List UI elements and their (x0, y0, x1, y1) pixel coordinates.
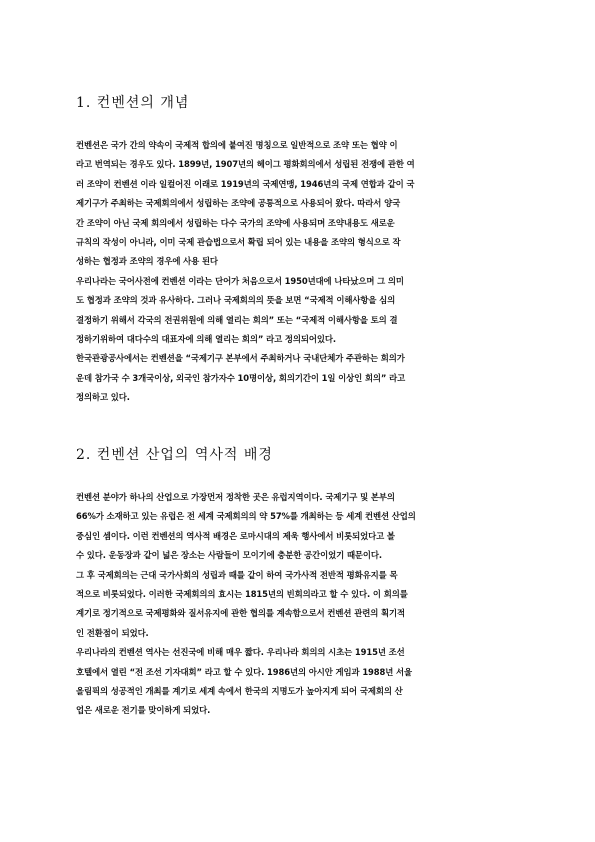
text-line: 호텔에서 열린 “전 조선 기자대회” 라고 할 수 있다. 1986년의 아시안 게임과 1988년 서울 (76, 666, 413, 677)
section-1-heading: 1. 컨벤션의 개념 (76, 95, 190, 111)
text-line: 올림픽의 성공적인 개최를 계기로 세계 속에서 한국의 지명도가 높아지게 되어 국제회의 산 (76, 685, 403, 696)
text-line: 정하기위하여 대다수의 대표자에 의해 열리는 회의” 라고 정의되어있다. (76, 333, 336, 344)
text-line: 업은 새로운 전기를 맞이하게 되었다. (76, 705, 211, 716)
text-line: 성하는 협정과 조약의 경우에 사용 된다 (76, 256, 218, 267)
text-line: 컨벤션 분야가 하나의 산업으로 가장먼저 정착한 곳은 유럽지역이다. 국제기구 및 본부의 (76, 492, 395, 502)
text-line: 그 후 국제회의는 근대 국가사회의 성립과 때를 같이 하여 국가사적 전반적 평화유지를 목 (76, 569, 398, 580)
text-line: 수 있다. 운동장과 같이 넓은 장소는 사람들이 모이기에 충분한 공간이었기 때문이다. (76, 550, 382, 561)
text-line: 제기구가 주최하는 국제회의에서 성립하는 조약에 공통적으로 사용되어 왔다. 따라서 양국 (76, 198, 401, 209)
section-1-body (76, 136, 528, 407)
text-line: 라고 번역되는 경우도 있다. 1899년, 1907년의 헤이그 평화회의에서 성립된 전쟁에 관한 여 (76, 159, 415, 170)
text-line: 간 조약이 아닌 국제 회의에서 성립하는 다수 국가의 조약에 사용되며 조약내용도 새로운 (76, 217, 395, 228)
text-line: 한국관광공사에서는 컨벤션을 “국제기구 본부에서 주최하거나 국내단체가 주관하는 회의가 (76, 353, 405, 364)
text-line: 컨벤션은 국가 간의 약속이 국제적 합의에 붙여진 명칭으로 일반적으로 조약 또는 협약 이 (76, 140, 398, 150)
text-line: 운데 참가국 수 3개국이상, 외국인 참가자수 10명이상, 회의기간이 1일 이상인 회의” 라고 (76, 372, 406, 383)
text-line: 러 조약이 컨벤션 이라 일컬어진 이래로 1919년의 국제연맹, 1946년의 국제 연합과 같이 국 (76, 178, 415, 189)
section-2-body (76, 488, 528, 721)
text-line: 우리나라의 컨벤션 역사는 선진국에 비해 매우 짧다. 우리나라 회의의 시초는 1915년 조선 (76, 647, 405, 658)
text-line: 중심인 셈이다. 이런 컨벤션의 역사적 배경은 로마시대의 제욱 행사에서 비롯되었다고 볼 (76, 530, 395, 541)
text-line: 계기로 정기적으로 국제평화와 질서유지에 관한 협의를 계속함으로서 컨벤션 관련의 획기적 (76, 608, 405, 619)
text-line: 인 전환점이 되었다. (76, 627, 149, 638)
text-line: 정의하고 있다. (76, 392, 130, 403)
text-line: 66%가 소재하고 있는 유럽은 전 세계 국제회의의 약 57%를 개최하는 등 세계 컨벤션 산업의 (76, 511, 416, 522)
section-2-heading: 2. 컨벤션 산업의 역사적 배경 (76, 447, 273, 463)
text-line: 규칙의 작성이 아니라, 이미 국제 관습법으로서 확립 되어 있는 내용을 조약의 형식으로 작 (76, 236, 401, 247)
text-line: 결정하기 위해서 각국의 전권위원에 의해 열리는 회의” 또는 “국제적 이해사항을 토의 결 (76, 314, 398, 325)
text-line: 도 협정과 조약의 것과 유사하다. 그러나 국제회의의 뜻을 보면 “국제적 이해사항을 심의 (76, 295, 396, 306)
text-line: 적으로 비롯되었다. 이러한 국제회의의 효시는 1815년의 빈회의라고 할 수 있다. 이 회의를 (76, 588, 408, 599)
text-line: 우리나라는 국어사전에 컨벤션 이라는 단어가 처음으로서 1950년대에 나타났으며 그 의미 (76, 275, 404, 286)
